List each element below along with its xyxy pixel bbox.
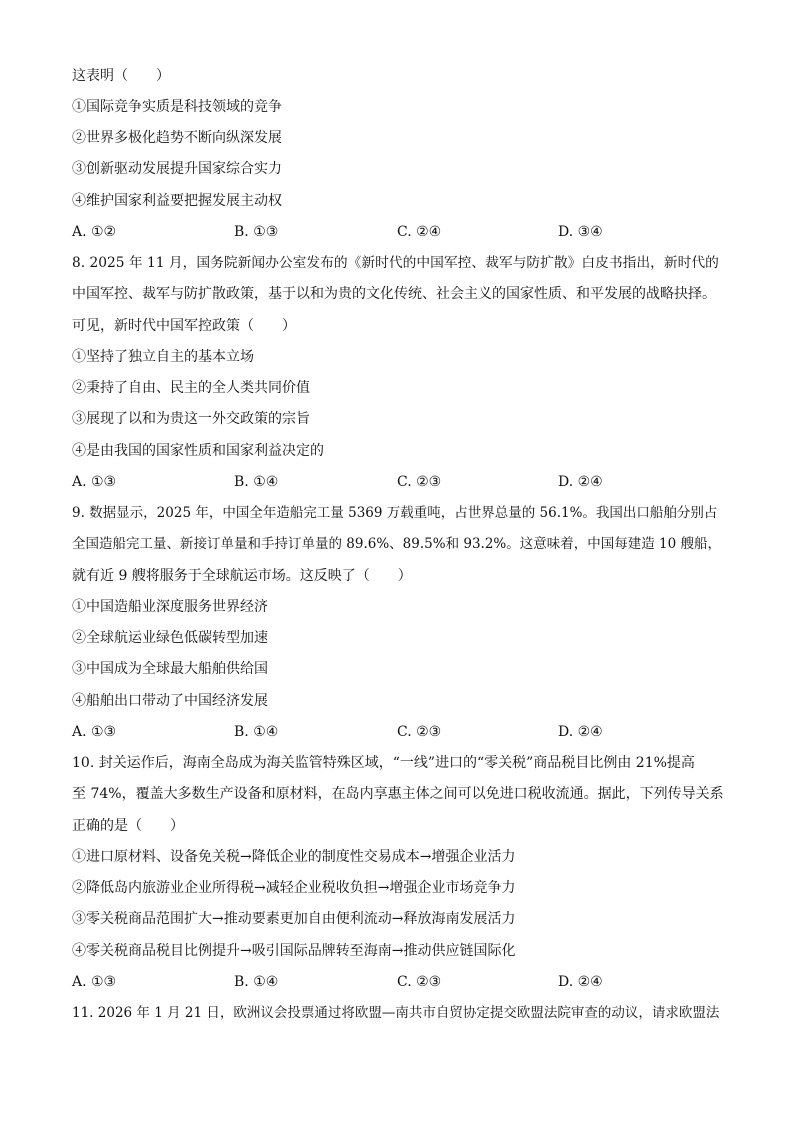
q8-stem-line-1: 8. 2025 年 11 月，国务院新闻办公室发布的《新时代的中国军控、裁军与防扩散》白皮书指出，新时代的 — [72, 255, 719, 271]
q9-stem-line-1: 9. 数据显示，2025 年，中国全年造船完工量 5369 万载重吨，占世界总量的 56.1%。我国出口船舶分别占 — [72, 505, 718, 521]
q10-statement-4: ④零关税商品税目比例提升→吸引国际品牌转至海南→推动供应链国际化 — [72, 943, 516, 959]
q9-stem-line-2: 全国造船完工量、新接订单量和手持订单量的 89.6%、89.5%和 93.2%。这意味着，中国每建造 10 艘船， — [72, 536, 722, 552]
q8-statement-1: ①坚持了独立自主的基本立场 — [72, 349, 254, 365]
q10-stem-line-2: 至 74%，覆盖大多数生产设备和原材料，在岛内享惠主体之间可以免进口税收流通。据此，下列传导关系 — [72, 786, 724, 802]
q10-statement-2: ②降低岛内旅游业企业所得税→减轻企业税收负担→增强企业市场竞争力 — [72, 880, 516, 896]
q10-option-c: C. ②③ — [397, 974, 442, 990]
q10-option-b: B. ①④ — [234, 974, 279, 990]
q10-option-d: D. ②④ — [558, 974, 603, 990]
q10-option-a: A. ①③ — [72, 974, 117, 990]
q8-option-b: B. ①④ — [234, 474, 279, 490]
q9-statement-4: ④船舶出口带动了中国经济发展 — [72, 693, 268, 709]
q8-statement-4: ④是由我国的国家性质和国家利益决定的 — [72, 443, 324, 459]
q9-option-b: B. ①④ — [234, 724, 279, 740]
q8-stem-line-3: 可见，新时代中国军控政策（ ） — [72, 318, 296, 334]
q8-option-a: A. ①③ — [72, 474, 117, 490]
q10-stem-line-1: 10. 封关运作后，海南全岛成为海关监管特殊区域，“一线”进口的“零关税”商品税目比例由 21%提高 — [72, 755, 695, 771]
q9-stem-line-3: 就有近 9 艘将服务于全球航运市场。这反映了（ ） — [72, 568, 412, 584]
q7-statement-2: ②世界多极化趋势不断向纵深发展 — [72, 130, 282, 146]
q10-statement-1: ①进口原材料、设备免关税→降低企业的制度性交易成本→增强企业活力 — [72, 849, 516, 865]
q8-statement-3: ③展现了以和为贵这一外交政策的宗旨 — [72, 411, 310, 427]
q9-option-c: C. ②③ — [397, 724, 442, 740]
q7-option-a: A. ①② — [72, 224, 117, 240]
q10-stem-line-3: 正确的是（ ） — [72, 818, 184, 834]
q11-stem-line-1: 11. 2026 年 1 月 21 日，欧洲议会投票通过将欧盟—南共市自贸协定提交欧盟法院审查的动议，请求欧盟法 — [72, 1005, 720, 1021]
q9-option-a: A. ①③ — [72, 724, 117, 740]
q9-statement-3: ③中国成为全球最大船舶供给国 — [72, 661, 268, 677]
q7-statement-3: ③创新驱动发展提升国家综合实力 — [72, 161, 282, 177]
q9-option-d: D. ②④ — [558, 724, 603, 740]
q7-statement-1: ①国际竞争实质是科技领域的竞争 — [72, 99, 282, 115]
q8-statement-2: ②秉持了自由、民主的全人类共同价值 — [72, 380, 310, 396]
q8-option-c: C. ②③ — [397, 474, 442, 490]
q7-stem-tail: 这表明（ ） — [72, 68, 170, 84]
q7-option-b: B. ①③ — [234, 224, 279, 240]
q7-option-c: C. ②④ — [397, 224, 442, 240]
q7-option-d: D. ③④ — [558, 224, 603, 240]
q10-statement-3: ③零关税商品范围扩大→推动要素更加自由便利流动→释放海南发展活力 — [72, 911, 516, 927]
q9-statement-2: ②全球航运业绿色低碳转型加速 — [72, 630, 268, 646]
q8-option-d: D. ②④ — [558, 474, 603, 490]
q7-statement-4: ④维护国家利益要把握发展主动权 — [72, 193, 282, 209]
q8-stem-line-2: 中国军控、裁军与防扩散政策，基于以和为贵的文化传统、社会主义的国家性质、和平发展的战略抉择。 — [72, 286, 716, 302]
q9-statement-1: ①中国造船业深度服务世界经济 — [72, 599, 268, 615]
